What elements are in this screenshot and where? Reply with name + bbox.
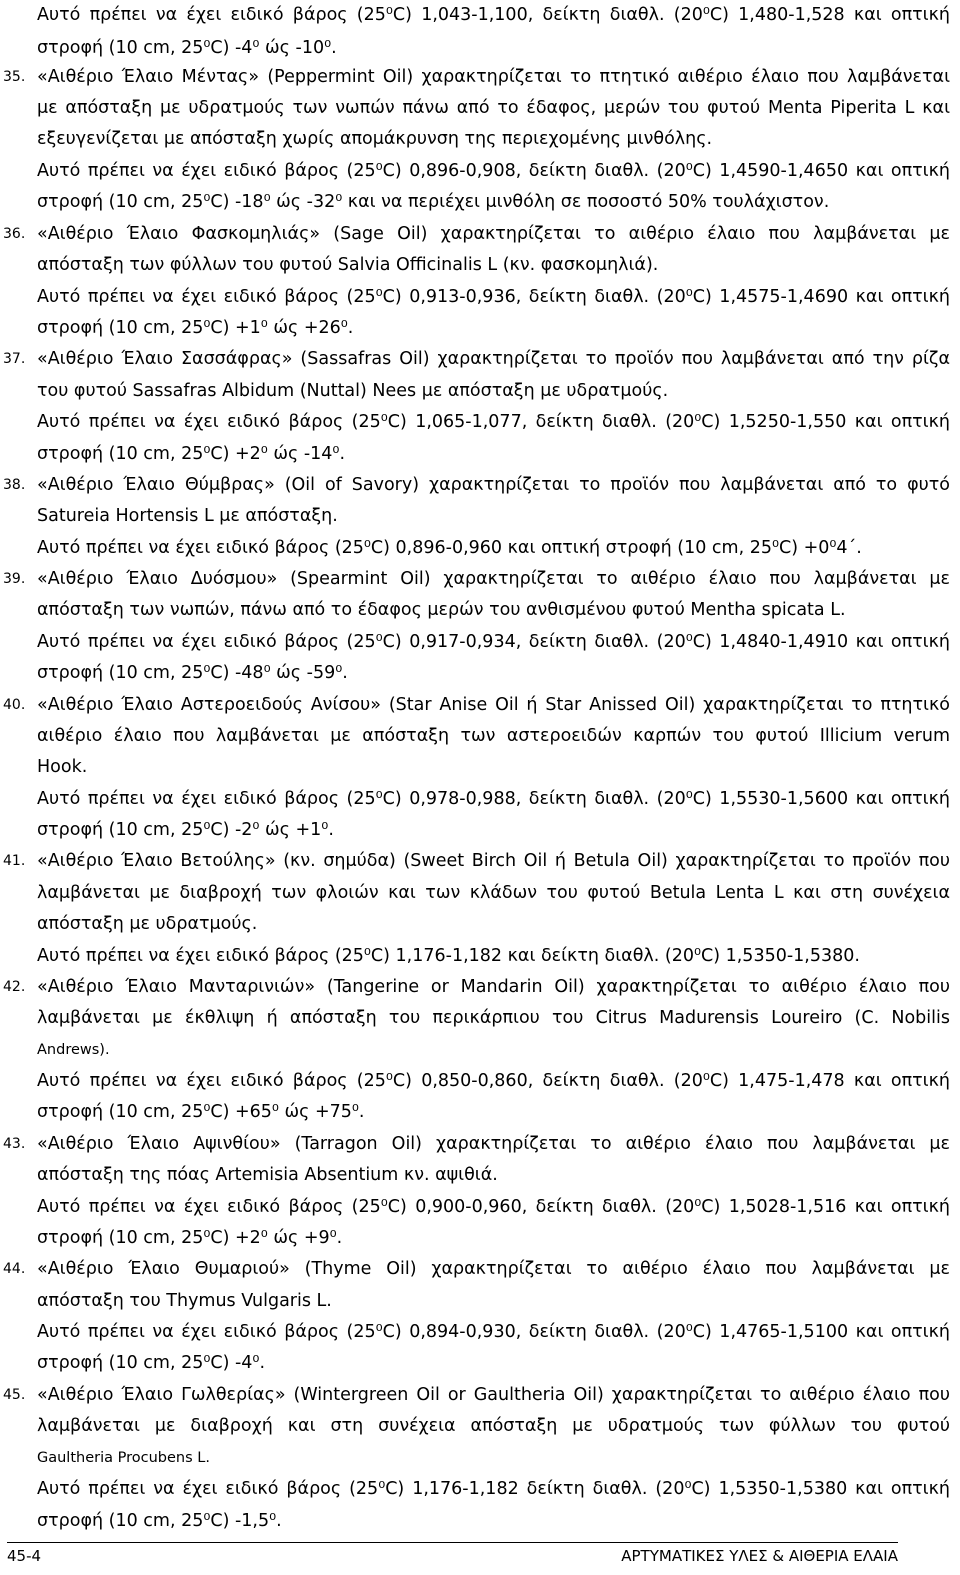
spec-line: Αυτό πρέπει να έχει ειδικό βάρος (25⁰C) 0,894-0,930, δείκτη διαθλ. (20⁰C) 1,4765-1,5100 και οπτική — [37, 1322, 950, 1342]
item-number: 37. — [3, 351, 26, 367]
item-text-line: αιθέριο έλαιο που λαμβάνεται με απόσταξη των αστεροειδών καρπών του φυτού Illicium verum — [37, 726, 950, 746]
spec-line: στροφή (10 cm, 25⁰C) -48⁰ ώς -59⁰. — [37, 663, 348, 683]
footer-divider — [7, 1542, 898, 1543]
spec-line: Αυτό πρέπει να έχει ειδικό βάρος (25⁰C) 0,850-0,860, δείκτη διαθλ. (20⁰C) 1,475-1,478 και οπτική — [37, 1071, 950, 1091]
item-text-line: εξευγενίζεται με απόσταξη χωρίς απομάκρυνση της περιεχομένης μινθόλης. — [37, 129, 713, 149]
item-text-line: «Αιθέριο Έλαιο Αστεροειδούς Ανίσου» (Star Anise Oil ή Star Anissed Oil) χαρακτηρίζεται το πτητικό — [37, 695, 950, 715]
item-text-line: «Αιθέριο Έλαιο Μανταρινιών» (Tangerine or Mandarin Oil) χαρακτηρίζεται το αιθέριο έλαιο που — [37, 977, 950, 997]
spec-line: Αυτό πρέπει να έχει ειδικό βάρος (25⁰C) 1,065-1,077, δείκτη διαθλ. (20⁰C) 1,5250-1,550 και οπτική — [37, 412, 950, 432]
spec-line: Αυτό πρέπει να έχει ειδικό βάρος (25⁰C) 0,913-0,936, δείκτη διαθλ. (20⁰C) 1,4575-1,4690 και οπτική — [37, 287, 950, 307]
item-text-line: Hook. — [37, 757, 88, 777]
item-text-line: του φυτού Sassafras Albidum (Nuttal) Nees με απόσταξη με υδρατμούς. — [37, 381, 669, 401]
spec-line: στροφή (10 cm, 25⁰C) +2⁰ ώς +9⁰. — [37, 1228, 343, 1248]
spec-line: Αυτό πρέπει να έχει ειδικό βάρος (25⁰C) 1,043-1,100, δείκτη διαθλ. (20⁰C) 1,480-1,528 και οπτική — [37, 5, 950, 25]
page-number: 45-4 — [7, 1547, 42, 1565]
item-text-line: λαμβάνεται με διαβροχή των φλοιών και των κλάδων του φυτού Betula Lenta L και στη συνέχεια — [37, 883, 950, 903]
item-number: 45. — [3, 1387, 26, 1403]
spec-line: στροφή (10 cm, 25⁰C) +2⁰ ώς -14⁰. — [37, 444, 346, 464]
spec-line: Αυτό πρέπει να έχει ειδικό βάρος (25⁰C) 0,896-0,908, δείκτη διαθλ. (20⁰C) 1,4590-1,4650 και οπτική — [37, 161, 950, 181]
item-text-line: Satureia Hortensis L με απόσταξη. — [37, 506, 338, 526]
item-number: 39. — [3, 571, 26, 587]
item-number: 38. — [3, 477, 26, 493]
item-text-line: «Αιθέριο Έλαιο Θύμβρας» (Oil of Savory) χαρακτηρίζεται το προϊόν που λαμβάνεται από το φυτό — [37, 475, 950, 495]
item-number: 40. — [3, 697, 26, 713]
item-text-line: λαμβάνεται με διαβροχή και στη συνέχεια απόσταξη με υδρατμούς των φύλλων του φυτού — [37, 1416, 950, 1436]
item-number: 35. — [3, 69, 26, 85]
item-number: 42. — [3, 979, 26, 995]
item-text-line: απόσταξη με υδρατμούς. — [37, 914, 258, 934]
item-text-line: λαμβάνεται με έκθλιψη ή απόσταξη του περικάρπιου του Citrus Madurensis Loureiro (C. Nobilis — [37, 1008, 950, 1028]
item-text-line: απόσταξη των φύλλων του φυτού Salvia Officinalis L (κν. φασκομηλιά). — [37, 255, 659, 275]
spec-line: στροφή (10 cm, 25⁰C) +1⁰ ώς +26⁰. — [37, 318, 354, 338]
item-number: 41. — [3, 853, 26, 869]
item-text-line: «Αιθέριο Έλαιο Φασκομηλιάς» (Sage Oil) χαρακτηρίζεται το αιθέριο έλαιο που λαμβάνεται με — [37, 224, 950, 244]
spec-line: Αυτό πρέπει να έχει ειδικό βάρος (25⁰C) 1,176-1,182 δείκτη διαθλ. (20⁰C) 1,5350-1,5380 και οπτική — [37, 1479, 950, 1499]
spec-line: Αυτό πρέπει να έχει ειδικό βάρος (25⁰C) 0,978-0,988, δείκτη διαθλ. (20⁰C) 1,5530-1,5600 και οπτική — [37, 789, 950, 809]
spec-line: στροφή (10 cm, 25⁰C) -1,5⁰. — [37, 1511, 282, 1531]
item-text-line: «Αιθέριο Έλαιο Σασσάφρας» (Sassafras Oil) χαρακτηρίζεται το προϊόν που λαμβάνεται από την ρίζα — [37, 349, 950, 369]
spec-line: στροφή (10 cm, 25⁰C) -2⁰ ώς +1⁰. — [37, 820, 334, 840]
item-number: 44. — [3, 1261, 26, 1277]
item-text-line: Gaultheria Procubens L. — [37, 1450, 210, 1466]
item-text-line: Andrews). — [37, 1042, 110, 1058]
item-text-line: «Αιθέριο Έλαιο Βετούλης» (κν. σημύδα) (Sweet Birch Oil ή Betula Oil) χαρακτηρίζεται το προϊόν που — [37, 851, 950, 871]
spec-line: στροφή (10 cm, 25⁰C) -4⁰ ώς -10⁰. — [37, 38, 337, 58]
item-text-line: «Αιθέριο Έλαιο Μέντας» (Peppermint Oil) χαρακτηρίζεται το πτητικό αιθέριο έλαιο που λαμβάνεται — [37, 67, 950, 87]
spec-line: Αυτό πρέπει να έχει ειδικό βάρος (25⁰C) 0,896-0,960 και οπτική στροφή (10 cm, 25⁰C) +0⁰4΄. — [37, 538, 862, 558]
spec-line: στροφή (10 cm, 25⁰C) -4⁰. — [37, 1353, 266, 1373]
spec-line: Αυτό πρέπει να έχει ειδικό βάρος (25⁰C) 0,917-0,934, δείκτη διαθλ. (20⁰C) 1,4840-1,4910 και οπτική — [37, 632, 950, 652]
item-text-line: «Αιθέριο Έλαιο Γωλθερίας» (Wintergreen Oil or Gaultheria Oil) χαρακτηρίζεται το αιθέριο έλαιο που — [37, 1385, 950, 1405]
item-text-line: με απόσταξη με υδρατμούς των νωπών πάνω από το έδαφος, μερών του φυτού Menta Piperita L και — [37, 98, 950, 118]
item-text-line: απόσταξη του Thymus Vulgaris L. — [37, 1291, 332, 1311]
spec-line: στροφή (10 cm, 25⁰C) -18⁰ ώς -32⁰ και να περιέχει μινθόλη σε ποσοστό 50% τουλάχιστον. — [37, 192, 830, 212]
item-text-line: «Αιθέριο Έλαιο Αψινθίου» (Tarragon Oil) χαρακτηρίζεται το αιθέριο έλαιο που λαμβάνεται με — [37, 1134, 950, 1154]
section-title: ΑΡΤΥΜΑΤΙΚΕΣ ΥΛΕΣ & ΑΙΘΕΡΙΑ ΕΛΑΙΑ — [621, 1547, 898, 1565]
item-text-line: «Αιθέριο Έλαιο Θυμαριού» (Thyme Oil) χαρακτηρίζεται το αιθέριο έλαιο που λαμβάνεται με — [37, 1259, 950, 1279]
spec-line: Αυτό πρέπει να έχει ειδικό βάρος (25⁰C) 0,900-0,960, δείκτη διαθλ. (20⁰C) 1,5028-1,516 και οπτική — [37, 1197, 950, 1217]
item-text-line: απόσταξη των νωπών, πάνω από το έδαφος μερών του ανθισμένου φυτού Mentha spicata L. — [37, 600, 846, 620]
item-number: 43. — [3, 1136, 26, 1152]
spec-line: Αυτό πρέπει να έχει ειδικό βάρος (25⁰C) 1,176-1,182 και δείκτη διαθλ. (20⁰C) 1,5350-1,5380. — [37, 946, 860, 966]
item-text-line: «Αιθέριο Έλαιο Δυόσμου» (Spearmint Oil) χαρακτηρίζεται το αιθέριο έλαιο που λαμβάνεται με — [37, 569, 950, 589]
item-number: 36. — [3, 226, 26, 242]
spec-line: στροφή (10 cm, 25⁰C) +65⁰ ώς +75⁰. — [37, 1102, 365, 1122]
item-text-line: απόσταξη της πόας Artemisia Absentium κν. αψιθιά. — [37, 1165, 498, 1185]
